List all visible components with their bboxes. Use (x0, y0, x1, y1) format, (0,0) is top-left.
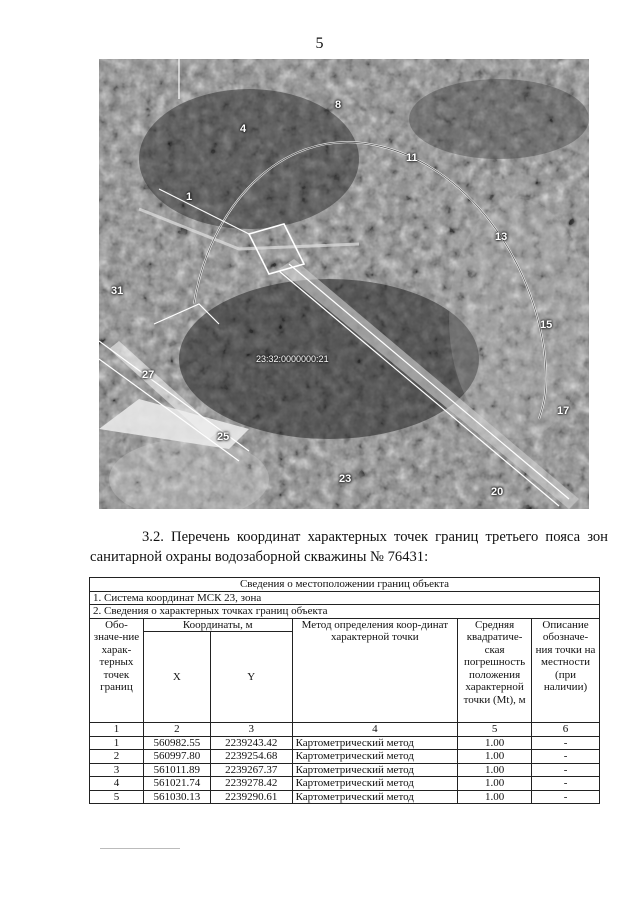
column-number: 4 (292, 723, 457, 737)
header-designation: Обо-значе-ние харак-терных точек границ (90, 618, 144, 723)
column-number: 1 (90, 723, 144, 737)
coord-x: 560982.55 (143, 736, 210, 750)
table-system-row (90, 591, 600, 605)
map-point-label: 13 (495, 231, 508, 243)
coord-y: 2239290.61 (210, 790, 292, 804)
column-number: 6 (532, 723, 600, 737)
description: - (532, 750, 600, 764)
accuracy: 1.00 (458, 750, 532, 764)
coord-y: 2239243.42 (210, 736, 292, 750)
map-point-label: 11 (406, 152, 418, 164)
header-description: Описание обозначе-ния точки на местности (при наличии) (532, 618, 600, 723)
table-caption-row (90, 578, 600, 592)
map-point-label: 31 (111, 285, 124, 297)
method: Картометрический метод (292, 777, 457, 791)
accuracy: 1.00 (458, 777, 532, 791)
table-row (90, 736, 600, 750)
coord-x: 561030.13 (143, 790, 210, 804)
accuracy: 1.00 (458, 763, 532, 777)
point-number: 5 (90, 790, 144, 804)
column-number: 5 (458, 723, 532, 737)
table-caption: Сведения о местоположении границ объекта (90, 578, 600, 592)
map-point-label: 27 (142, 369, 155, 381)
header-method: Метод определения коор-динат характерной точки (292, 618, 457, 723)
column-numbers-row (90, 723, 600, 737)
method: Картометрический метод (292, 736, 457, 750)
table-points-row (90, 605, 600, 619)
description: - (532, 777, 600, 791)
section-title: 3.2. Перечень координат характерных точек границ третьего пояса зон санитарной охраны водозаборной скважины № 76431: (90, 529, 608, 565)
table-row (90, 763, 600, 777)
coordinate-system: 1. Система координат МСК 23, зона (90, 591, 600, 605)
table-row (90, 790, 600, 804)
cadastral-number-label: 23:32:0000000:21 (256, 354, 329, 364)
map-point-label: 23 (339, 473, 352, 485)
header-coordinates: Координаты, м (143, 618, 292, 632)
table-row (90, 777, 600, 791)
description: - (532, 736, 600, 750)
map-point-label: 25 (217, 431, 230, 443)
table-row (90, 750, 600, 764)
coord-y: 2239267.37 (210, 763, 292, 777)
table-header-row (90, 618, 600, 632)
coord-x: 560997.80 (143, 750, 210, 764)
point-number: 2 (90, 750, 144, 764)
map-point-label: 15 (540, 319, 553, 331)
coord-x: 561021.74 (143, 777, 210, 791)
scan-artifact (100, 848, 180, 849)
map-point-label: 1 (186, 191, 193, 203)
aerial-photo (99, 59, 589, 509)
page-number: 5 (315, 35, 324, 52)
points-heading: 2. Сведения о характерных точках границ объекта (90, 605, 600, 619)
map-point-label: 4 (240, 123, 247, 135)
method: Картометрический метод (292, 790, 457, 804)
method: Картометрический метод (292, 763, 457, 777)
coord-y: 2239278.42 (210, 777, 292, 791)
point-number: 1 (90, 736, 144, 750)
point-number: 4 (90, 777, 144, 791)
coord-x: 561011.89 (143, 763, 210, 777)
map-point-label: 17 (557, 405, 570, 417)
column-number: 2 (143, 723, 210, 737)
description: - (532, 763, 600, 777)
map-point-label: 8 (335, 99, 342, 111)
header-x: X (143, 632, 210, 723)
method: Картометрический метод (292, 750, 457, 764)
accuracy: 1.00 (458, 790, 532, 804)
map-point-label: 20 (491, 486, 504, 498)
accuracy: 1.00 (458, 736, 532, 750)
point-number: 3 (90, 763, 144, 777)
coord-y: 2239254.68 (210, 750, 292, 764)
header-y: Y (210, 632, 292, 723)
coordinates-table (89, 577, 600, 804)
description: - (532, 790, 600, 804)
header-accuracy: Средняя квадратиче-ская погрешность положения характерной точки (Mt), м (458, 618, 532, 723)
column-number: 3 (210, 723, 292, 737)
aerial-map (99, 59, 589, 509)
